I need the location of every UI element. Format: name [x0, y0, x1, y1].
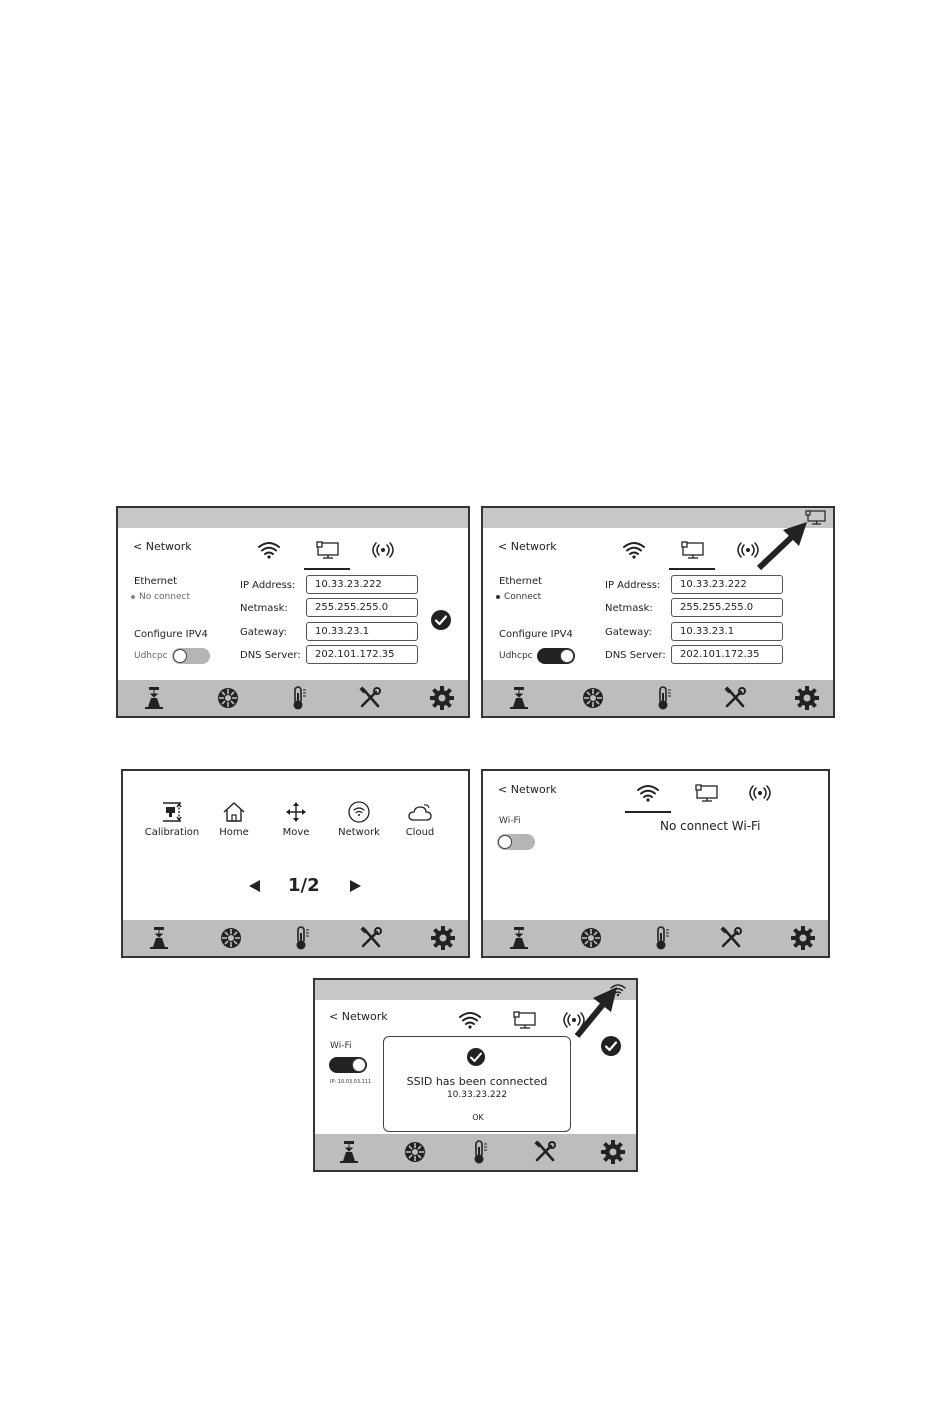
configure-ipv4-label: Configure IPV4: [499, 629, 573, 640]
wifi-icon: [246, 540, 292, 560]
tab-ethernet[interactable]: [683, 783, 729, 807]
ethernet-screen-connected: [481, 506, 835, 718]
tab-wifi[interactable]: [447, 1010, 493, 1034]
tools-icon[interactable]: [717, 924, 745, 952]
connected-dialog: [383, 1036, 571, 1132]
gear-icon[interactable]: [429, 924, 457, 952]
netmask-field[interactable]: 255.255.255.0: [306, 598, 418, 617]
configure-ipv4-label: Configure IPV4: [134, 629, 208, 640]
menu-item-calibration[interactable]: [141, 801, 203, 838]
gear-icon[interactable]: [599, 1138, 627, 1166]
bottom-nav: [483, 680, 833, 716]
tools-icon[interactable]: [356, 684, 384, 712]
ethernet-icon: [304, 540, 350, 560]
gear-icon[interactable]: [793, 684, 821, 712]
ip-address-label: IP Address:: [605, 580, 661, 591]
print-icon[interactable]: [335, 1138, 363, 1166]
gateway-label: Gateway:: [240, 627, 287, 638]
thermometer-icon[interactable]: [647, 924, 675, 952]
ethernet-icon: [501, 1010, 547, 1030]
tab-wifi[interactable]: [611, 540, 657, 564]
back-button[interactable]: < Network: [498, 783, 557, 796]
wifi-ip-small: IP: 10.03.03.111: [330, 1079, 372, 1085]
prev-page-icon[interactable]: [247, 879, 261, 893]
connection-status: Connect: [496, 592, 541, 602]
ip-address-field[interactable]: 10.33.23.222: [671, 575, 783, 594]
settings-menu-screen: [121, 769, 470, 958]
tab-ethernet[interactable]: [669, 540, 715, 564]
dns-server-label: DNS Server:: [240, 650, 301, 661]
gear-icon[interactable]: [789, 924, 817, 952]
dns-server-field[interactable]: 202.101.172.35: [671, 645, 783, 664]
dialog-title: SSID has been connected: [406, 1075, 548, 1088]
filament-icon[interactable]: [401, 1138, 429, 1166]
netmask-label: Netmask:: [240, 603, 288, 614]
print-icon[interactable]: [145, 924, 173, 952]
confirm-check-icon[interactable]: [431, 610, 451, 630]
netmask-field[interactable]: 255.255.255.0: [671, 598, 783, 617]
tab-wifi[interactable]: [625, 783, 671, 807]
ip-address-label: IP Address:: [240, 580, 296, 591]
tools-icon[interactable]: [357, 924, 385, 952]
menu-item-label: Home: [219, 827, 249, 838]
menu-item-move[interactable]: [265, 801, 327, 838]
pointer-arrow-icon: [573, 984, 623, 1040]
tab-wifi[interactable]: [246, 540, 292, 564]
bottom-nav: [118, 680, 468, 716]
bottom-nav: [123, 920, 468, 956]
udhcpc-toggle[interactable]: [172, 648, 210, 664]
ethernet-screen-disconnected: [116, 506, 470, 718]
thermometer-icon[interactable]: [284, 684, 312, 712]
page-indicator: 1/2: [288, 875, 320, 896]
menu-item-label: Calibration: [144, 827, 200, 838]
thermometer-icon[interactable]: [465, 1138, 493, 1166]
udhcpc-toggle[interactable]: [537, 648, 575, 664]
menu-item-home[interactable]: [203, 801, 265, 838]
wifi-label: Wi-Fi: [330, 1041, 352, 1051]
print-icon[interactable]: [140, 684, 168, 712]
filament-icon[interactable]: [217, 924, 245, 952]
dns-server-field[interactable]: 202.101.172.35: [306, 645, 418, 664]
dialog-ok-button[interactable]: OK: [472, 1113, 484, 1122]
gateway-label: Gateway:: [605, 627, 652, 638]
ethernet-label: Ethernet: [134, 576, 178, 587]
wifi-toggle[interactable]: [329, 1057, 367, 1073]
thermometer-icon[interactable]: [649, 684, 677, 712]
bottom-nav: [483, 920, 828, 956]
gear-icon[interactable]: [428, 684, 456, 712]
gateway-field[interactable]: 10.33.23.1: [671, 622, 783, 641]
netmask-label: Netmask:: [605, 603, 653, 614]
udhcpc-label: Udhcpc: [134, 651, 168, 661]
filament-icon[interactable]: [579, 684, 607, 712]
menu-item-label: Move: [282, 827, 310, 838]
gateway-field[interactable]: 10.33.23.1: [306, 622, 418, 641]
back-button[interactable]: < Network: [329, 1010, 388, 1023]
move-icon: [283, 801, 309, 823]
home-icon: [221, 801, 247, 823]
wifi-icon: [611, 540, 657, 560]
success-check-icon: [466, 1047, 486, 1067]
ethernet-icon: [669, 540, 715, 560]
dns-server-label: DNS Server:: [605, 650, 666, 661]
ip-address-field[interactable]: 10.33.23.222: [306, 575, 418, 594]
menu-item-label: Cloud: [405, 827, 435, 838]
menu-item-label: Network: [338, 827, 380, 838]
connection-status: No connect: [131, 592, 190, 602]
wifi-screen-connected: [313, 978, 638, 1172]
ethernet-label: Ethernet: [499, 576, 543, 587]
thermometer-icon[interactable]: [287, 924, 315, 952]
back-button[interactable]: < Network: [133, 540, 192, 553]
wifi-icon: [447, 1010, 493, 1030]
hotspot-icon: [737, 783, 783, 803]
network-icon: [346, 801, 372, 823]
menu-item-cloud[interactable]: [389, 801, 451, 838]
next-page-icon[interactable]: [349, 879, 363, 893]
dialog-ip: 10.33.23.222: [446, 1090, 508, 1100]
wifi-label: Wi-Fi: [499, 816, 521, 826]
calibration-icon: [159, 801, 185, 823]
print-icon[interactable]: [505, 924, 533, 952]
udhcpc-label: Udhcpc: [499, 651, 533, 661]
tab-hotspot[interactable]: [360, 540, 406, 564]
ethernet-icon: [683, 783, 729, 803]
bottom-nav: [315, 1134, 636, 1170]
print-icon[interactable]: [505, 684, 533, 712]
status-bar: [118, 508, 468, 528]
wifi-screen-disconnected: [481, 769, 830, 958]
menu-item-network[interactable]: [328, 801, 390, 838]
wifi-icon: [625, 783, 671, 803]
wifi-toggle[interactable]: [497, 834, 535, 850]
tools-icon[interactable]: [721, 684, 749, 712]
tools-icon[interactable]: [531, 1138, 559, 1166]
filament-icon[interactable]: [577, 924, 605, 952]
tab-hotspot[interactable]: [737, 783, 783, 807]
wifi-status-message: No connect Wi-Fi: [660, 819, 761, 833]
tab-ethernet[interactable]: [304, 540, 350, 564]
back-button[interactable]: < Network: [498, 540, 557, 553]
tab-ethernet[interactable]: [501, 1010, 547, 1034]
pointer-arrow-icon: [753, 518, 813, 572]
hotspot-icon: [360, 540, 406, 560]
cloud-icon: [407, 801, 433, 823]
filament-icon[interactable]: [214, 684, 242, 712]
